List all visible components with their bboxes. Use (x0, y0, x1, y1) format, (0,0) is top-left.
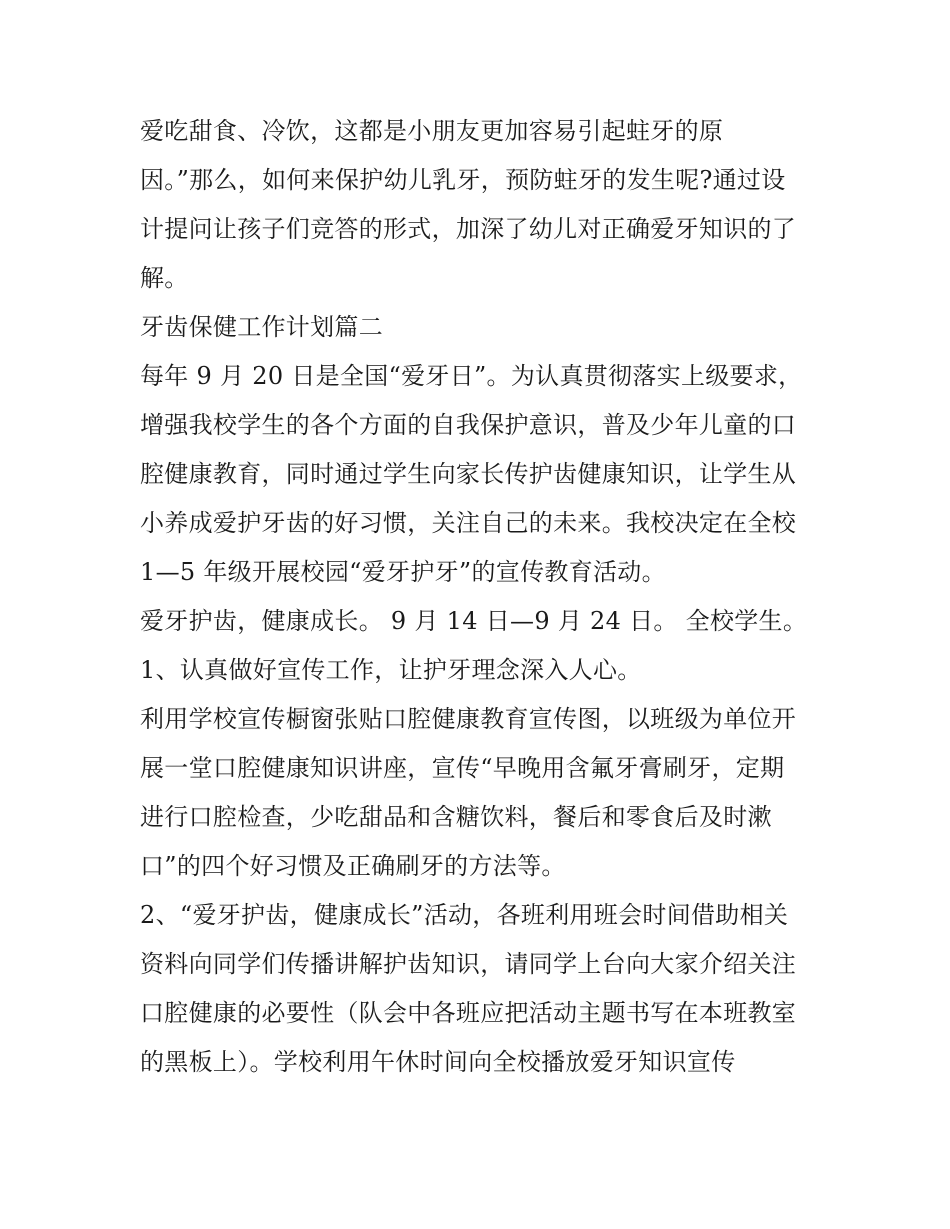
text-line: 计提问让孩子们竞答的形式，加深了幼儿对正确爱牙知识的了 (140, 215, 797, 243)
text-line: 解。 (140, 264, 189, 292)
document-body (140, 107, 820, 1087)
text-line: 爱吃甜食、冷饮，这都是小朋友更加容易引起蛀牙的原 (140, 117, 724, 145)
text-line: 腔健康教育，同时通过学生向家长传护齿健康知识，让学生从 (140, 460, 797, 488)
text-line: 口”的四个好习惯及正确刷牙的方法等。 (140, 852, 566, 880)
text-line: 爱牙护齿，健康成长。 9 月 14 日—9 月 24 日。 全校学生。 (140, 607, 808, 635)
text-line: 增强我校学生的各个方面的自我保护意识，普及少年儿童的口 (140, 411, 797, 439)
text-line: 因。”那么，如何来保护幼儿乳牙，预防蛀牙的发生呢?通过设 (140, 166, 786, 194)
list-item-heading: 1、认真做好宣传工作，让护牙理念深入人心。 (140, 656, 642, 684)
text-line: 利用学校宣传橱窗张贴口腔健康教育宣传图，以班级为单位开 (140, 705, 797, 733)
text-line: 资料向同学们传播讲解护齿知识，请同学上台向大家介绍关注 (140, 950, 797, 978)
list-item-heading: 2、“爱牙护齿，健康成长”活动，各班利用班会时间借助相关 (140, 901, 789, 929)
section-heading: 牙齿保健工作计划篇二 (140, 313, 383, 341)
text-line: 进行口腔检查，少吃甜品和含糖饮料，餐后和零食后及时漱 (140, 803, 772, 831)
text-line: 的黑板上）。学校利用午休时间向全校播放爱牙知识宣传 (140, 1048, 736, 1076)
text-line: 小养成爱护牙齿的好习惯，关注自己的未来。我校决定在全校 (140, 509, 797, 537)
text-line: 展一堂口腔健康知识讲座，宣传“早晚用含氟牙膏刷牙，定期 (140, 754, 785, 782)
text-line: 口腔健康的必要性（队会中各班应把活动主题书写在本班教室 (140, 999, 797, 1027)
text-line: 1—5 年级开展校园“爱牙护牙”的宣传教育活动。 (140, 558, 666, 586)
text-line: 每年 9 月 20 日是全国“爱牙日”。为认真贯彻落实上级要求， (140, 362, 803, 390)
